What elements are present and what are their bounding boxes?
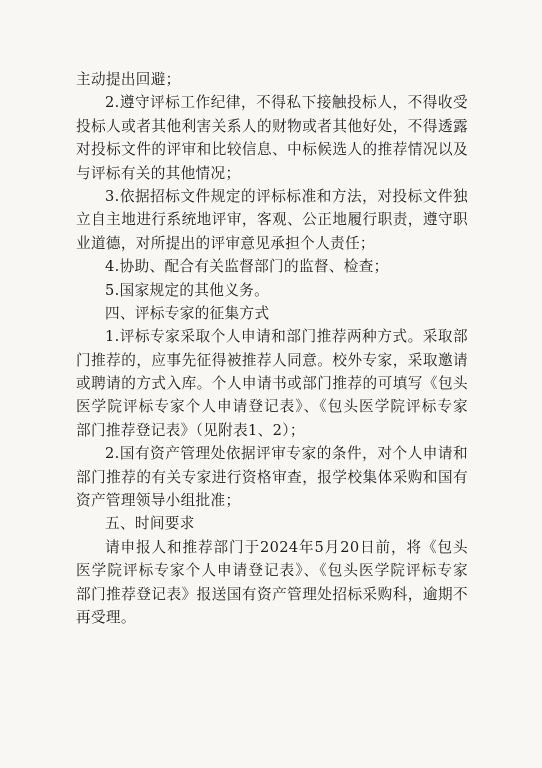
section-heading-4: 四、评标专家的征集方式 [105,304,270,322]
text-line-01: 主动提出回避； [76,71,181,88]
text-line-22: 医学院评标专家个人申请登记表》、《包头医学院评标专家 [76,562,468,580]
text-line-03: 投标人或者其他利害关系人的财物或者其他好处，不得透露 [76,117,468,135]
text-line-06: 3.依据招标文件规定的评标标准和方法，对投标文件独 [105,187,468,205]
text-line-21: 请申报人和推荐部门于2024年5月20日前，将《包头 [105,538,468,556]
document-body [76,68,468,629]
text-line-04: 对投标文件的评审和比较信息、中标候选人的推荐情况以及 [76,141,468,159]
text-line-09: 4.协助、配合有关监督部门的监督、检查； [105,258,389,276]
text-line-10: 5.国家规定的其他义务。 [105,281,270,299]
text-line-14: 或聘请的方式入库。个人申请书或部门推荐的可填写《包头 [76,375,468,393]
text-line-15: 医学院评标专家个人申请登记表》、《包头医学院评标专家 [76,398,468,416]
text-line-07: 立自主地进行系统地评审，客观、公正地履行职责，遵守职 [76,211,468,229]
text-line-05: 与评标有关的其他情况； [76,164,241,182]
text-line-13: 门推荐的，应事先征得被推荐人同意。校外专家，采取邀请 [76,351,468,369]
section-heading-5: 五、时间要求 [105,515,195,533]
text-line-23: 部门推荐登记表》报送国有资产管理处招标采购科，逾期不 [76,585,468,603]
text-line-12: 1.评标专家采取个人申请和部门推荐两种方式。采取部 [105,328,468,346]
text-line-19: 资产管理领导小组批准； [76,492,241,510]
text-line-16: 部门推荐登记表》（见附表1、2）； [76,421,305,439]
text-line-02: 2.遵守评标工作纪律，不得私下接触投标人，不得收受 [105,94,468,112]
text-line-17: 2.国有资产管理处依据评审专家的条件，对个人申请和 [105,445,468,463]
text-line-24: 再受理。 [76,608,136,626]
text-line-18: 部门推荐的有关专家进行资格审查，报学校集体采购和国有 [76,468,468,486]
text-line-08: 业道德，对所提出的评审意见承担个人责任； [76,234,375,252]
